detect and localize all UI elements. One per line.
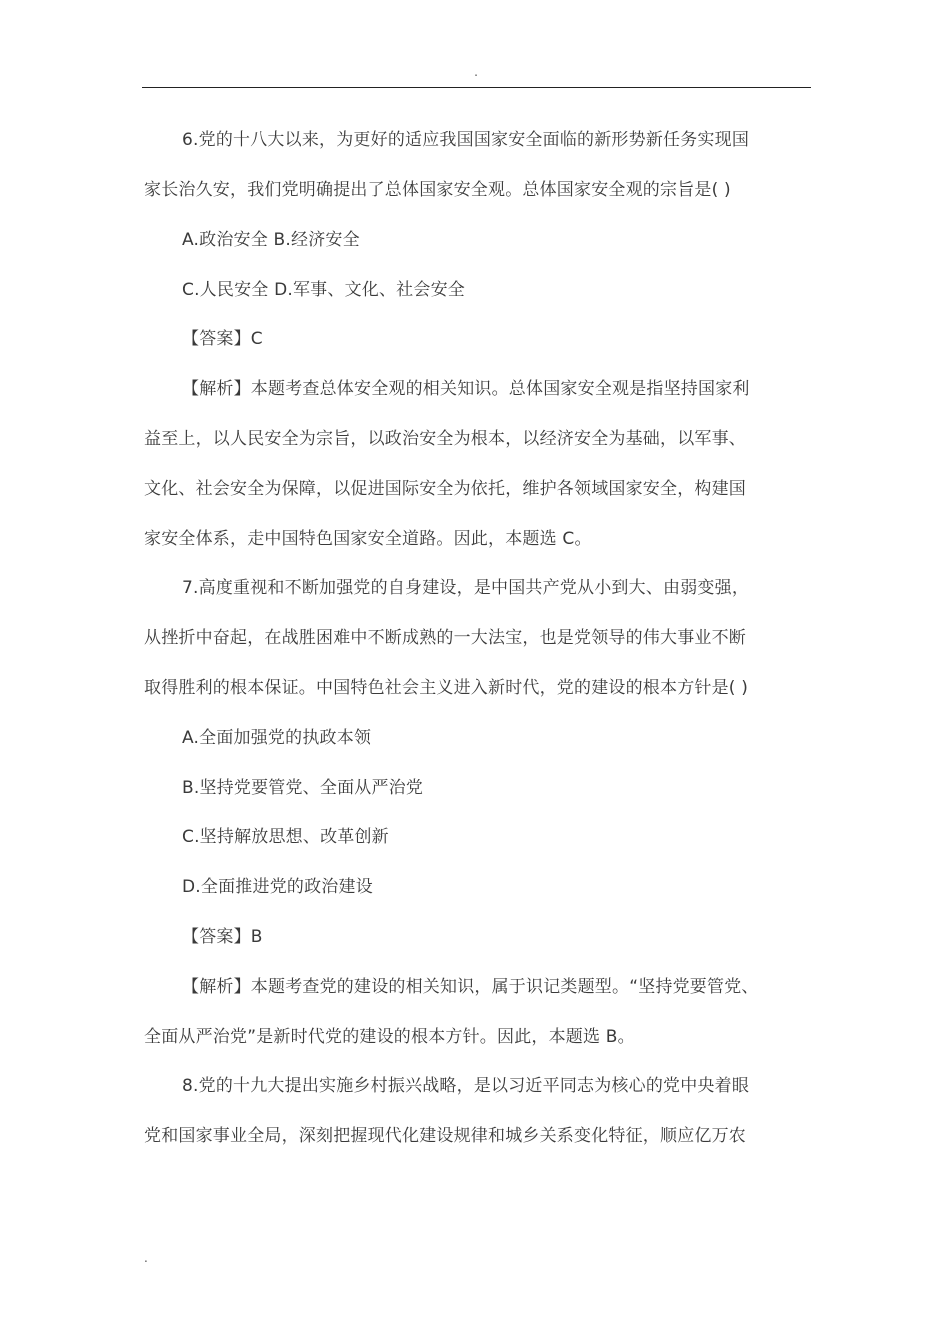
- q7-option-c: C.坚持解放思想、改革创新: [182, 827, 389, 847]
- q6-stem-line-2: 家长治久安，我们党明确提出了总体国家安全观。总体国家安全观的宗旨是( ): [144, 180, 731, 200]
- q6-analysis-line-4: 家安全体系，走中国特色国家安全道路。因此，本题选 C。: [144, 529, 592, 549]
- q6-analysis-line-3: 文化、社会安全为保障，以促进国际安全为依托，维护各领域国家安全，构建国: [144, 479, 746, 499]
- q6-options-ab: A.政治安全 B.经济安全: [182, 230, 360, 250]
- q7-stem-line-3: 取得胜利的根本保证。中国特色社会主义进入新时代，党的建设的根本方针是( ): [144, 678, 749, 698]
- q7-stem-line-1: 7.高度重视和不断加强党的自身建设，是中国共产党从小到大、由弱变强，: [182, 578, 750, 598]
- q6-analysis-line-2: 益至上，以人民安全为宗旨，以政治安全为根本，以经济安全为基础，以军事、: [144, 429, 746, 449]
- q7-analysis-line-2: 全面从严治党”是新时代党的建设的根本方针。因此，本题选 B。: [144, 1027, 635, 1047]
- q7-option-b: B.坚持党要管党、全面从严治党: [182, 778, 424, 798]
- q7-option-a: A.全面加强党的执政本领: [182, 728, 372, 748]
- q6-stem-line-1: 6.党的十八大以来，为更好的适应我国国家安全面临的新形势新任务实现国: [182, 130, 750, 150]
- header-rule: [142, 87, 811, 88]
- header-mark: .: [474, 65, 478, 79]
- q8-stem-line-1: 8.党的十九大提出实施乡村振兴战略，是以习近平同志为核心的党中央着眼: [182, 1076, 750, 1096]
- q8-stem-line-2: 党和国家事业全局，深刻把握现代化建设规律和城乡关系变化特征，顺应亿万农: [144, 1126, 746, 1146]
- q7-stem-line-2: 从挫折中奋起，在战胜困难中不断成熟的一大法宝，也是党领导的伟大事业不断: [144, 628, 746, 648]
- footer-mark: .: [144, 1251, 148, 1265]
- q7-answer: 【答案】B: [182, 927, 263, 947]
- q6-options-cd: C.人民安全 D.军事、文化、社会安全: [182, 280, 465, 300]
- q6-analysis-line-1: 【解析】本题考查总体安全观的相关知识。总体国家安全观是指坚持国家利: [182, 379, 750, 399]
- q6-answer: 【答案】C: [182, 329, 263, 349]
- q7-option-d: D.全面推进党的政治建设: [182, 877, 373, 897]
- q7-analysis-line-1: 【解析】本题考查党的建设的相关知识，属于识记类题型。“坚持党要管党、: [182, 977, 759, 997]
